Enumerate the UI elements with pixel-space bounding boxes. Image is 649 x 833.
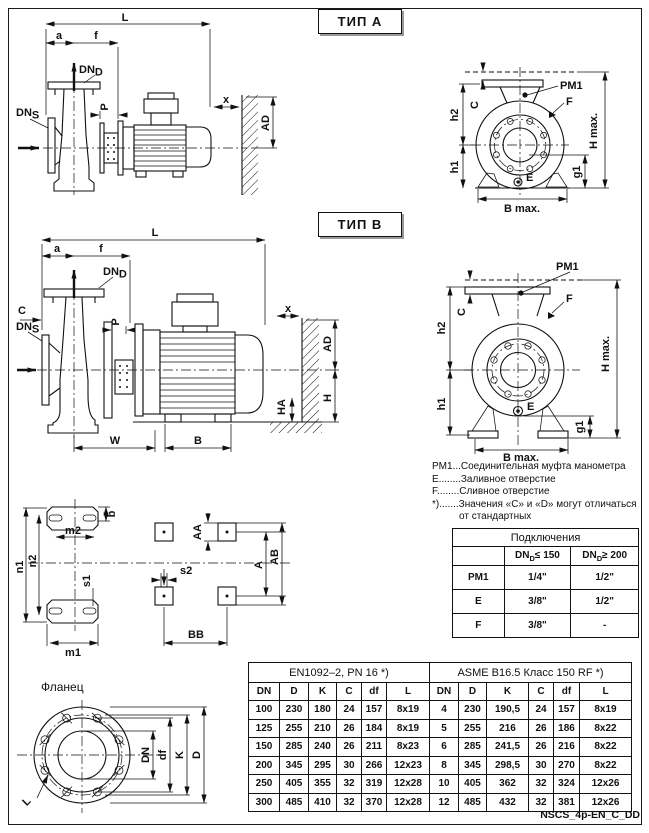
flange-table-col-header: K <box>309 683 337 701</box>
motor <box>123 93 211 177</box>
flange-table-cell: 12x26 <box>580 793 632 812</box>
svg-text:x: x <box>284 303 292 315</box>
svg-text:h2: h2 <box>436 321 448 335</box>
flange-table-cell: 230 <box>280 701 309 720</box>
flange-table-cell: 319 <box>362 775 387 794</box>
connections-cell: - <box>571 614 639 638</box>
flange-table-cell: 250 <box>249 775 280 794</box>
svg-text:BB: BB <box>188 629 204 641</box>
f-drain-port <box>548 293 573 319</box>
flange-table-cell: 216 <box>487 719 529 738</box>
svg-text:g1: g1 <box>574 420 586 434</box>
note-line: *).......Значения «C» и «D» могут отличаться <box>432 498 637 510</box>
flange-table-cell: 485 <box>280 793 309 812</box>
flange-table-cell: 125 <box>249 719 280 738</box>
flange-view-title: Фланец <box>41 680 84 694</box>
svg-text:f: f <box>94 30 98 42</box>
svg-text:h1: h1 <box>449 160 461 174</box>
type-a-title: ТИП A <box>337 14 383 29</box>
svg-text:AB: AB <box>269 549 281 565</box>
dimension-h2-h1 <box>449 84 480 188</box>
flange-table-cell: 255 <box>459 719 487 738</box>
svg-text:W: W <box>109 435 121 447</box>
flange-table-cell: 345 <box>280 756 309 775</box>
flange-table-row <box>249 738 632 757</box>
connections-row <box>453 590 639 614</box>
dimension-P <box>92 103 126 119</box>
type-b-title: ТИП B <box>337 217 383 232</box>
svg-text:s2: s2 <box>180 565 193 577</box>
flange-table-cell: 8x19 <box>580 701 632 720</box>
flange-table-cell: 26 <box>529 738 554 757</box>
svg-text:DNS: DNS <box>16 107 40 122</box>
dimension-A-AB <box>236 523 286 605</box>
flange-table <box>248 662 632 812</box>
flange-table-cell: 230 <box>459 701 487 720</box>
flange-table-cell: 432 <box>487 793 529 812</box>
dimension-g1 <box>524 416 594 438</box>
flange-table-cell: 362 <box>487 775 529 794</box>
pump-outline <box>43 63 247 195</box>
svg-text:x: x <box>222 94 230 106</box>
flange-table-cell: 285 <box>280 738 309 757</box>
flange-table-cell: 6 <box>430 738 459 757</box>
svg-text:s1: s1 <box>81 574 93 588</box>
svg-text:n1: n1 <box>14 560 26 574</box>
flange-table-cell: 405 <box>459 775 487 794</box>
svg-text:DND: DND <box>79 64 103 79</box>
svg-text:PM1: PM1 <box>556 261 579 273</box>
flange-table-cell: 324 <box>554 775 580 794</box>
flange-table-cell: 4 <box>430 701 459 720</box>
flange-table-col-header: DN <box>249 683 280 701</box>
flange-table-col-header: df <box>554 683 580 701</box>
connections-cell: E <box>453 590 505 614</box>
flange-table-cell: 266 <box>362 756 387 775</box>
connections-cell: 3/8" <box>504 614 571 638</box>
connections-col-dnd-ge-200: $DN_D\ge 200$ <box>571 547 639 566</box>
svg-text:D: D <box>191 751 203 759</box>
dimension-BB <box>164 607 227 646</box>
discharge-label <box>79 64 103 83</box>
svg-text:K: K <box>174 751 186 759</box>
type-b-end-view-drawing <box>420 228 649 462</box>
dimension-P <box>104 318 134 334</box>
svg-text:n2: n2 <box>27 554 39 568</box>
connections-col-empty <box>453 547 505 566</box>
connections-row <box>453 566 639 590</box>
flange-table-cell: 211 <box>362 738 387 757</box>
flange-table-cell: 190,5 <box>487 701 529 720</box>
svg-text:C: C <box>18 305 26 317</box>
dimension-x <box>277 303 299 316</box>
connections-row <box>453 614 639 638</box>
connections-cell: 3/8" <box>504 590 571 614</box>
svg-text:L: L <box>121 12 129 24</box>
flange-table-cell: 405 <box>280 775 309 794</box>
f-drain-port <box>549 96 573 118</box>
flange-table-cell: 12x28 <box>387 775 430 794</box>
flange-table-cell: 298,5 <box>487 756 529 775</box>
svg-text:HA: HA <box>276 399 288 415</box>
flange-table-cell: 5 <box>430 719 459 738</box>
flange-table-row <box>249 756 632 775</box>
flange-table-cell: 216 <box>554 738 580 757</box>
flange-table-cell: 26 <box>337 719 362 738</box>
flange-table-cell: 8x22 <box>580 738 632 757</box>
svg-text:f: f <box>99 243 103 255</box>
flange-table-row <box>249 719 632 738</box>
wall <box>242 95 258 195</box>
flange-table-cell: 32 <box>529 775 554 794</box>
flange-table-cell: 300 <box>249 793 280 812</box>
dimension-g1 <box>529 155 589 188</box>
flange-table-cell: 10 <box>430 775 459 794</box>
flange-table-col-header: C <box>337 683 362 701</box>
connections-cell: PM1 <box>453 566 505 590</box>
flange-table-cell: 24 <box>529 701 554 720</box>
svg-text:h1: h1 <box>436 397 448 411</box>
flange-table-group-header: EN1092–2, PN 16 *) <box>249 663 430 683</box>
svg-text:E: E <box>526 172 534 184</box>
flange-table-cell: 32 <box>337 793 362 812</box>
dimension-AA <box>192 513 218 551</box>
flange-table-row <box>249 701 632 720</box>
pm1-port <box>522 80 582 98</box>
svg-text:B max.: B max. <box>503 203 541 215</box>
svg-text:L: L <box>151 227 159 239</box>
dimension-HA <box>276 398 292 422</box>
flange-table-cell: 32 <box>529 793 554 812</box>
flange-table-cell: 12 <box>430 793 459 812</box>
flange-table-cell: 184 <box>362 719 387 738</box>
type-a-end-view-drawing <box>425 55 645 215</box>
flange-table-cell: 200 <box>249 756 280 775</box>
flange-table-cell: 100 <box>249 701 280 720</box>
svg-text:g1: g1 <box>571 165 583 179</box>
note-line: от стандартных <box>459 511 532 522</box>
flange-table-cell: 410 <box>309 793 337 812</box>
connections-col-dnd-le-150: $DN_D\le 150$ <box>504 547 571 566</box>
flange-table-col-header: D <box>280 683 309 701</box>
flange-table-cell: 8x22 <box>580 756 632 775</box>
note-line: F........Сливное отверстие <box>432 486 550 497</box>
flange-table-cell: 8x19 <box>387 701 430 720</box>
flange-table-cell: 186 <box>554 719 580 738</box>
connections-cell: 1/2" <box>571 566 639 590</box>
note-line: PM1...Соединительная муфта манометра <box>432 461 626 472</box>
e-fill-port <box>514 401 535 416</box>
dimension-x <box>214 94 239 107</box>
flange-table-cell: 345 <box>459 756 487 775</box>
flange-table-cell: 30 <box>337 756 362 775</box>
flange-table-cell: 150 <box>249 738 280 757</box>
flange-table-col-header: df <box>362 683 387 701</box>
connections-cell: F <box>453 614 505 638</box>
flange-table-cell: 30 <box>529 756 554 775</box>
connections-table <box>452 528 639 638</box>
svg-text:a: a <box>55 30 63 42</box>
svg-text:PM1: PM1 <box>560 80 583 92</box>
dimension-a-f <box>42 243 130 326</box>
svg-text:H max.: H max. <box>588 112 600 150</box>
svg-text:C: C <box>456 308 468 316</box>
flange-table-col-header: L <box>580 683 632 701</box>
flange-table-cell: 8 <box>430 756 459 775</box>
volute <box>471 67 570 195</box>
flange-table-cell: 285 <box>459 738 487 757</box>
type-a-label-box <box>318 9 402 34</box>
discharge-label <box>99 266 127 288</box>
connections-cell: 1/2" <box>571 590 639 614</box>
flange-table-cell: 8x23 <box>387 738 430 757</box>
svg-text:AA: AA <box>192 524 204 540</box>
flange-table-col-header: D <box>459 683 487 701</box>
volute <box>464 273 580 446</box>
dimension-C <box>18 305 41 320</box>
flange-table-cell: 295 <box>309 756 337 775</box>
flange-table-cell: 26 <box>529 719 554 738</box>
svg-text:DN: DN <box>140 747 152 763</box>
flange-table-cell: 8x22 <box>580 719 632 738</box>
flange-table-cell: 370 <box>362 793 387 812</box>
flange-table-cell: 241,5 <box>487 738 529 757</box>
connections-table-title: Подключения <box>453 529 639 547</box>
svg-text:AD: AD <box>260 115 272 131</box>
flange-table-cell: 210 <box>309 719 337 738</box>
flange-table-col-header: L <box>387 683 430 701</box>
dimension-L <box>42 227 265 330</box>
svg-text:AD: AD <box>322 336 334 352</box>
e-fill-port <box>514 172 533 186</box>
flange-table-cell: 26 <box>337 738 362 757</box>
connections-cell: 1/4" <box>504 566 571 590</box>
flange-table-cell: 355 <box>309 775 337 794</box>
dimension-h-max <box>568 280 621 438</box>
svg-text:P: P <box>110 318 122 326</box>
svg-text:F: F <box>566 293 573 305</box>
flange-table-col-header: K <box>487 683 529 701</box>
dimension-b-max <box>478 189 567 215</box>
svg-text:h2: h2 <box>449 108 461 122</box>
svg-text:F: F <box>566 96 573 108</box>
dimension-s1-m1 <box>47 575 98 659</box>
svg-text:b: b <box>106 510 118 518</box>
dimension-L <box>46 12 210 115</box>
flange-table-group-header: ASME B16.5 Класс 150 RF *) <box>430 663 632 683</box>
flange-table-cell: 12x23 <box>387 756 430 775</box>
motor <box>133 294 322 422</box>
flange-table-cell: 12x28 <box>387 793 430 812</box>
flange-table-col-header: DN <box>430 683 459 701</box>
type-b-side-view-drawing <box>15 227 360 465</box>
dimension-s2 <box>152 565 192 587</box>
svg-text:E: E <box>527 401 535 413</box>
note-line: E........Заливное отверстие <box>432 473 556 485</box>
dimension-m2-b <box>56 507 118 537</box>
flange-table-cell: 381 <box>554 793 580 812</box>
svg-text:DND: DND <box>103 266 127 281</box>
flange-table-cell: 180 <box>309 701 337 720</box>
svg-text:A: A <box>253 561 265 569</box>
svg-text:B: B <box>194 435 202 447</box>
dimension-L-bolt-hole <box>20 775 48 809</box>
svg-text:a: a <box>53 243 61 255</box>
flange-table-cell: 270 <box>554 756 580 775</box>
foundation-plan-drawing <box>14 495 310 680</box>
svg-text:m1: m1 <box>65 647 81 659</box>
svg-text:H max.: H max. <box>600 335 612 373</box>
svg-text:DNS: DNS <box>16 321 40 336</box>
flange-table-cell: 32 <box>337 775 362 794</box>
svg-text:C: C <box>469 101 481 109</box>
flange-detail-drawing <box>15 698 240 830</box>
svg-text:L: L <box>20 795 34 809</box>
document-code: NSCS_4p-EN_C_DD <box>540 809 640 821</box>
suction-label <box>16 321 42 370</box>
svg-text:m2: m2 <box>65 525 81 537</box>
flange-table-cell: 157 <box>554 701 580 720</box>
flange-table-cell: 255 <box>280 719 309 738</box>
pm1-port <box>518 261 578 296</box>
flange-table-cell: 8x19 <box>387 719 430 738</box>
svg-text:H: H <box>322 394 334 402</box>
flange-table-cell: 157 <box>362 701 387 720</box>
suction-label <box>16 107 48 148</box>
flange-table-cell: 24 <box>337 701 362 720</box>
flange-table-cell: 12x26 <box>580 775 632 794</box>
svg-text:P: P <box>99 103 111 111</box>
legend-notes <box>432 461 644 524</box>
flange-table-row <box>249 775 632 794</box>
dimension-C <box>469 64 483 109</box>
svg-text:df: df <box>157 749 169 761</box>
flange-table-cell: 240 <box>309 738 337 757</box>
svg-text:B max.: B max. <box>502 452 540 464</box>
type-a-side-view-drawing <box>15 12 315 210</box>
flange-table-cell: 485 <box>459 793 487 812</box>
flange-table-col-header: C <box>529 683 554 701</box>
